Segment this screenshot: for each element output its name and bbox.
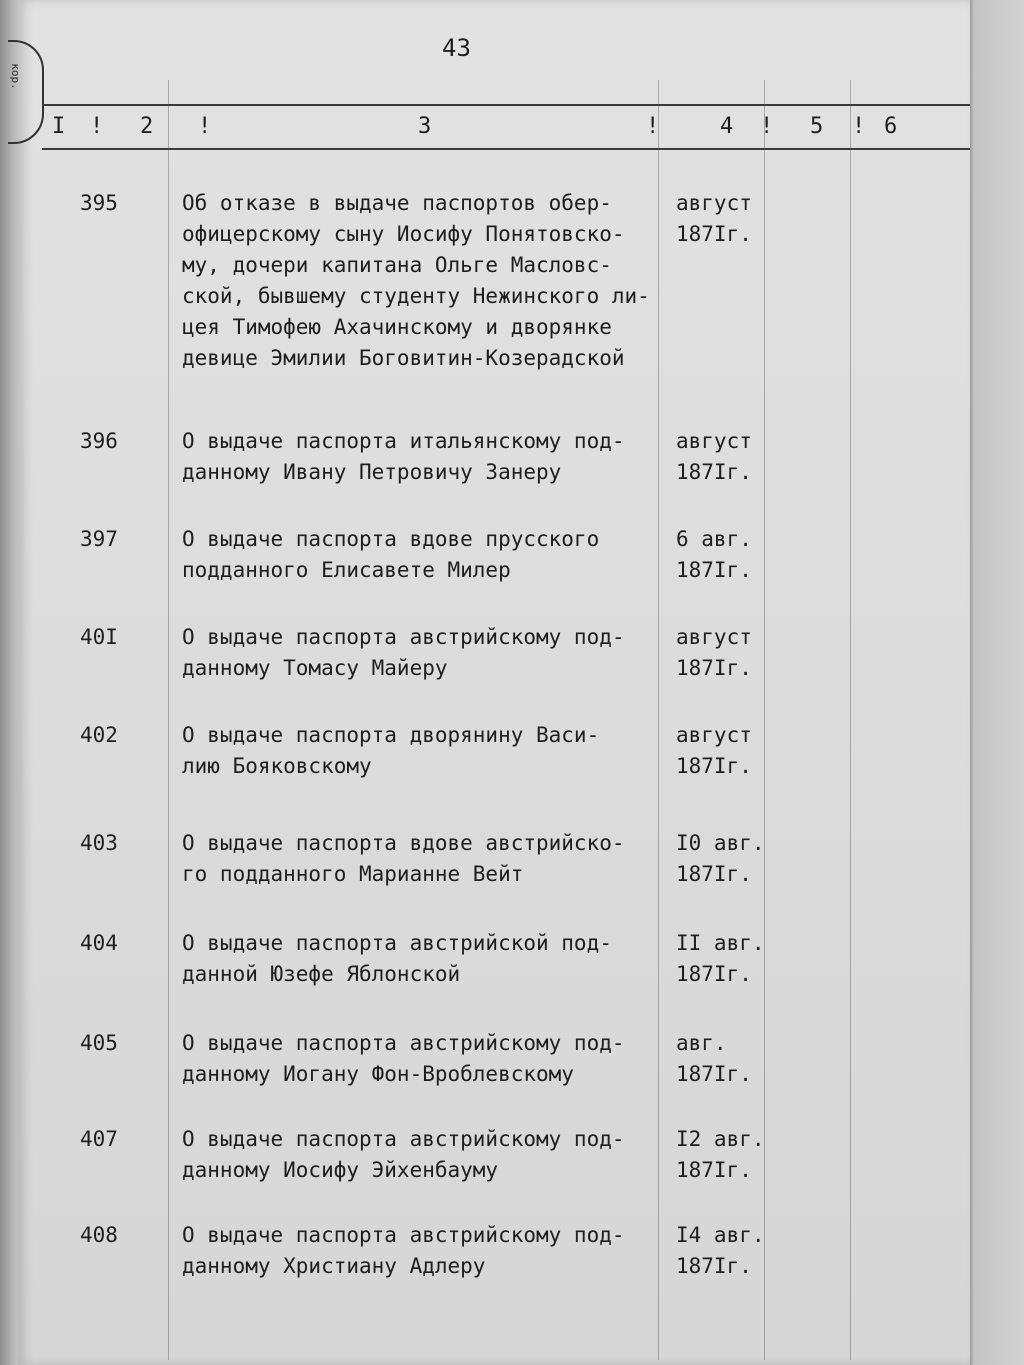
entry-number: 405 — [80, 1031, 118, 1055]
entry-number: 404 — [80, 931, 118, 955]
entry-description: О выдаче паспорта итальянскому под- данному Ивану Петровичу Занеру — [182, 429, 625, 484]
entry-description: О выдаче паспорта австрийскому под- данному Христиану Адлеру — [182, 1223, 625, 1278]
header-top-rule — [42, 104, 970, 106]
column-divider — [850, 80, 851, 1360]
entry-description: О выдаче паспорта дворянину Васи- лию Бояковскому — [182, 723, 600, 778]
header-col-1: I — [52, 114, 66, 139]
entry-number: 402 — [80, 723, 118, 747]
entry-date: август 187Iг. — [676, 429, 752, 484]
entry-number: 408 — [80, 1223, 118, 1247]
document-page — [18, 0, 970, 1365]
page-number: 43 — [442, 34, 471, 62]
next-page-edge — [970, 0, 1024, 1365]
entry-date: I2 авг. 187Iг. — [676, 1127, 765, 1182]
entry-description: О выдаче паспорта вдове прусского подданного Елисавете Милер — [182, 527, 600, 582]
entry-description: О выдаче паспорта австрийской под- данной Юзефе Яблонской — [182, 931, 612, 986]
header-sep-4: ! — [760, 114, 774, 139]
header-col-2: 2 — [140, 114, 154, 139]
entry-date: август 187Iг. — [676, 723, 752, 778]
header-sep-1: ! — [90, 114, 104, 139]
header-col-6: 6 — [884, 114, 898, 139]
header-bottom-rule — [42, 148, 970, 150]
entry-date: авг. 187Iг. — [676, 1031, 752, 1086]
header-sep-5: ! — [852, 114, 866, 139]
entry-description: О выдаче паспорта австрийскому под- данному Иосифу Эйхенбауму — [182, 1127, 625, 1182]
header-col-3: 3 — [418, 114, 432, 139]
entry-date: 6 авг. 187Iг. — [676, 527, 752, 582]
header-col-5: 5 — [810, 114, 824, 139]
entry-date: I4 авг. 187Iг. — [676, 1223, 765, 1278]
header-col-4: 4 — [720, 114, 734, 139]
entry-number: 395 — [80, 191, 118, 215]
entry-description: Об отказе в выдаче паспортов обер- офицерскому сыну Иосифу Понятовско- му, дочери капитана Ольге Масловс- ской, бывшему студенту Нежинского ли- цея Тимофею Ахачинскому и дворянке девице Эмилии Боговитин-Козерадской — [182, 191, 650, 370]
entry-date: I0 авг. 187Iг. — [676, 831, 765, 886]
entry-description: О выдаче паспорта австрийскому под- данному Иогану Фон-Вроблевскому — [182, 1031, 625, 1086]
column-header-row — [18, 110, 970, 146]
entry-number: 403 — [80, 831, 118, 855]
entry-description: О выдаче паспорта вдове австрийско- го подданного Марианне Вейт — [182, 831, 625, 886]
entry-date: август 187Iг. — [676, 191, 752, 246]
header-sep-3: ! — [646, 114, 660, 139]
entry-number: 40I — [80, 625, 118, 649]
entry-date: август 187Iг. — [676, 625, 752, 680]
header-sep-2: ! — [198, 114, 212, 139]
entry-number: 396 — [80, 429, 118, 453]
entry-description: О выдаче паспорта австрийскому под- данному Томасу Майеру — [182, 625, 625, 680]
entry-number: 407 — [80, 1127, 118, 1151]
side-mark: кор. — [8, 63, 22, 90]
entry-date: II авг. 187Iг. — [676, 931, 765, 986]
column-divider — [168, 80, 169, 1360]
entry-number: 397 — [80, 527, 118, 551]
